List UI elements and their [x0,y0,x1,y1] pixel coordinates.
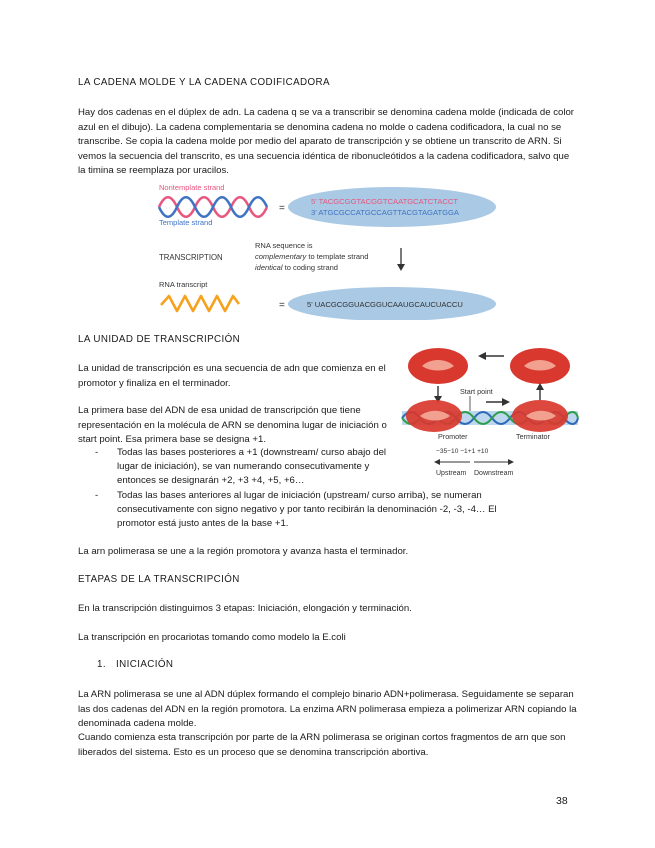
paragraph-primera-base: La primera base del ADN de esa unidad de transcripción que tiene representación en la molécula de ARN se denomina lugar de iniciación o start point. Esa primera base se designa +1. [78,405,387,445]
polymerase-top-left-icon [408,348,468,384]
rna-note-complementary: complementary [255,252,307,261]
equals-sign: = [279,203,285,214]
rna-note-line2 [255,252,368,261]
paragraph-etapas: En la transcripción distinguimos 3 etapas: Iniciación, elongación y terminación. [78,603,412,614]
downstream-arrow-icon [474,459,514,465]
bullet-marker-1: - [95,447,99,458]
paragraph-polimerasa: La arn polimerasa se une a la región promotora y avanza hasta el terminador. [78,546,409,557]
bullet-marker-2: - [95,490,99,501]
transcription-figure [155,180,515,320]
list-number: 1. [97,659,106,670]
rna-note-line1: RNA sequence is [255,241,313,250]
sequence-bottom: 3' ATGCGCCATGCCAGTTACGTAGATGGA [311,208,459,217]
polymerase-bottom-left-icon [406,400,462,432]
nontemplate-label: Nontemplate strand [159,183,225,192]
paragraph-unidad: La unidad de transcripción es una secuencia de adn que comienza en el promotor y finaliza en el terminador. [78,363,386,389]
dna-sequence-ellipse [288,187,496,227]
up-arrow-right-icon [536,383,544,400]
paragraph-cadenas: Hay dos cadenas en el dúplex de adn. La cadena q se va a transcribir se denomina cadena molde (indicada de color azul en el dibujo). La cadena complementaria se denomina cadena no molde o cadena codificadora, la cual no se transcribe. Se copia la cadena molde por medio del aparato de transcripción y se obtiene un transcrito de ARN. Si vemos la secuencia del transcrito, es una secuencia idéntica de ribonucleótidos a la cadena codificadora, salvo que la timina se reemplaza por uracilos. [78,107,574,176]
downstream-label: Downstream [474,470,514,477]
polymerase-bottom-right-icon [512,400,568,432]
left-arrow-icon [478,352,504,360]
bullet-downstream: Todas las bases posteriores a +1 (downstream/ curso abajo del lugar de iniciación), se van numerando consecutivamente y entonces se designarán +2, +3 +4, +5, +6… [117,447,387,487]
sequence-top: 5' TACGCGGTACGGTCAATGCATCTACCT [311,197,458,206]
equals-sign-2: = [279,300,285,311]
rna-note-coding: to coding strand [282,263,338,272]
section-heading-iniciacion: INICIACIÓN [116,659,174,670]
rna-strand-icon [161,296,239,311]
page-number: 38 [556,795,568,807]
position-numbers: −35−10 −1+1 +10 [436,448,489,455]
polymerase-top-right-icon [510,348,570,384]
terminator-label: Terminator [516,432,550,441]
rna-transcript-label: RNA transcript [159,280,208,289]
bullet-upstream: Todas las bases anteriores al lugar de iniciación (upstream/ curso arriba), se numeran consecutivamente con signo negativo y por tanto recibirán la denominación -2, -3, -4… El promotor está justo antes de la base +1. [117,490,497,530]
paragraph-iniciacion: La ARN polimerasa se une al ADN dúplex formando el complejo binario ADN+polimerasa. Seguidamente se separan las dos cadenas del ADN en la región promotora. La enzima ARN polimerasa empieza a polimerizar ARN copiando la denominada cadena molde. [78,689,577,729]
upstream-arrow-icon [434,459,470,465]
dna-helix-icon [159,197,267,217]
section-heading-unidad: LA UNIDAD DE TRANSCRIPCIÓN [78,334,241,345]
start-point-label: Start point [460,387,493,396]
rna-sequence: 5' UACGCGGUACGGUCAAUGCAUCUACCU [307,300,463,309]
upstream-label: Upstream [436,470,467,477]
paragraph-procariotas: La transcripción en procariotas tomando como modelo la E.coli [78,632,346,643]
rna-note-template: to template strand [306,252,369,261]
promoter-label: Promoter [438,432,468,441]
transcription-unit-figure [400,338,580,478]
down-arrow-icon [397,248,405,271]
template-label: Template strand [159,218,213,227]
paragraph-abortiva: Cuando comienza esta transcripción por parte de la ARN polimerasa se originan cortos fragmentos de arn que son liberados del sistema. Esto es un proceso que se denomina transcripción abortiva. [78,732,566,758]
right-arrow-icon [486,398,510,406]
rna-note-line3 [255,263,338,272]
transcription-label: TRANSCRIPTION [159,253,223,262]
section-heading-cadena-molde: LA CADENA MOLDE Y LA CADENA CODIFICADORA [78,77,330,88]
section-heading-etapas: ETAPAS DE LA TRANSCRIPCIÓN [78,574,240,585]
rna-note-identical: identical [255,263,283,272]
